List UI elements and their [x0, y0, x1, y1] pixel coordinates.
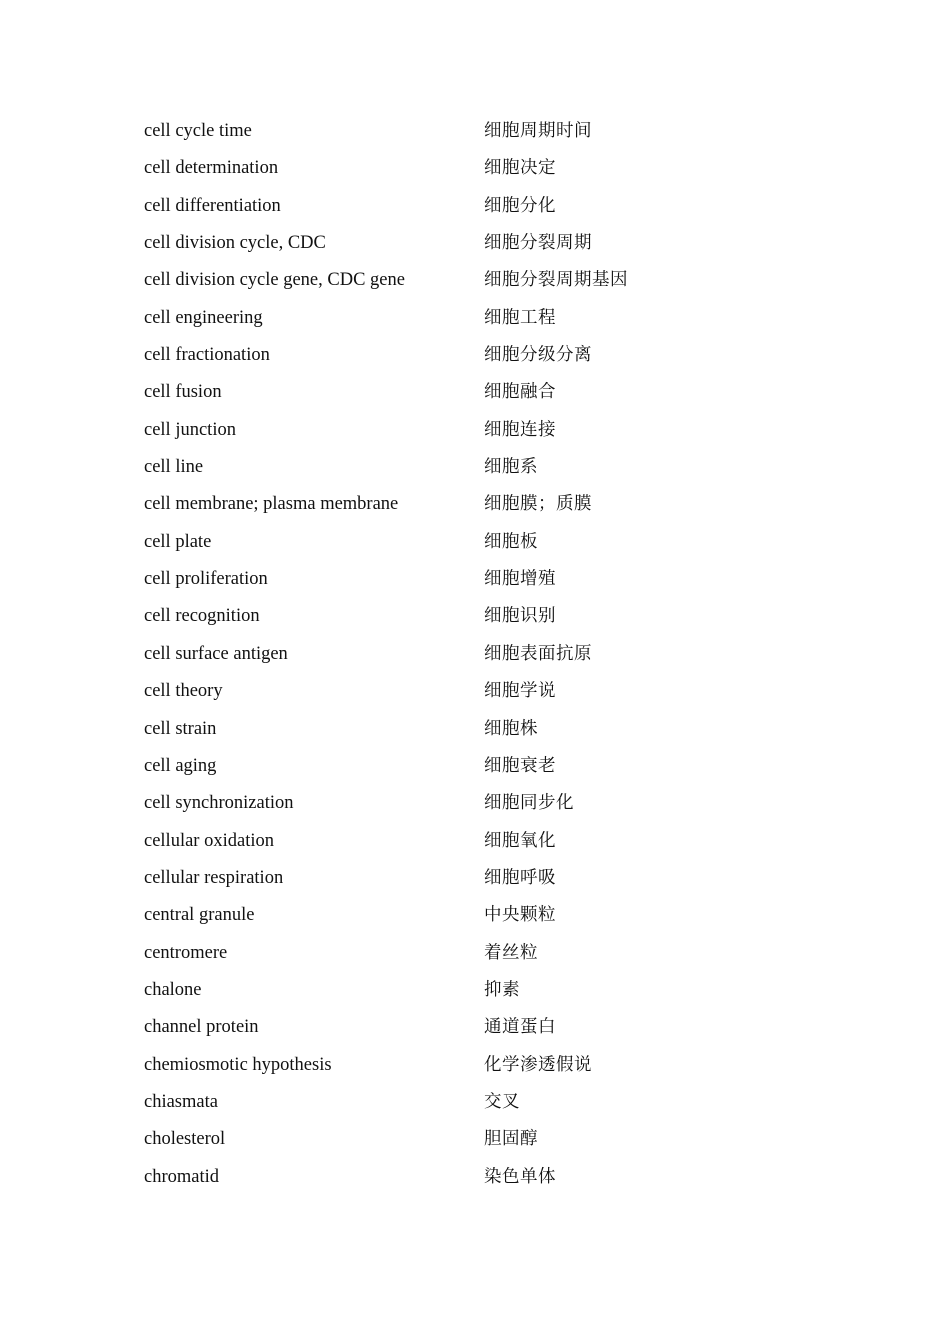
chinese-term: 细胞融合	[484, 382, 556, 403]
glossary-row	[144, 636, 844, 673]
chinese-term: 抑素	[484, 979, 520, 1000]
glossary-row	[144, 897, 844, 934]
chinese-term: 中央颗粒	[484, 905, 556, 926]
chinese-term: 细胞连接	[484, 419, 556, 440]
chinese-term: 细胞衰老	[484, 755, 556, 776]
chinese-term: 着丝粒	[484, 942, 538, 963]
glossary-row	[144, 748, 844, 785]
chinese-term: 细胞工程	[484, 307, 556, 328]
chinese-term: 交叉	[484, 1091, 520, 1112]
english-term: cell theory	[144, 681, 223, 702]
english-term: cell determination	[144, 158, 279, 179]
english-term: cholesterol	[144, 1129, 226, 1150]
chinese-term: 细胞分裂周期	[484, 233, 592, 254]
chinese-term: 通道蛋白	[484, 1017, 556, 1038]
glossary-row	[144, 1009, 844, 1046]
english-term: cell plate	[144, 531, 212, 552]
chinese-term: 细胞增殖	[484, 569, 556, 590]
glossary-row	[144, 561, 844, 598]
glossary-row	[144, 412, 844, 449]
glossary-row	[144, 711, 844, 748]
english-term: cell recognition	[144, 606, 260, 627]
english-term: chiasmata	[144, 1091, 218, 1112]
chinese-term: 细胞表面抗原	[484, 643, 592, 664]
english-term: cellular oxidation	[144, 830, 274, 851]
glossary-row	[144, 972, 844, 1009]
english-term: cell cycle time	[144, 121, 252, 141]
english-term: cell junction	[144, 419, 236, 440]
glossary-row	[144, 1159, 844, 1196]
chinese-term: 细胞分裂周期基因	[484, 270, 628, 291]
english-term: cell engineering	[144, 307, 263, 328]
english-term: cell fractionation	[144, 345, 270, 366]
glossary-row	[144, 188, 844, 225]
english-term: cell division cycle, CDC	[144, 233, 326, 254]
glossary-row	[144, 113, 844, 150]
glossary-row	[144, 860, 844, 897]
chinese-term: 细胞系	[484, 457, 538, 478]
chinese-term: 细胞分级分离	[484, 345, 592, 366]
glossary-row	[144, 300, 844, 337]
english-term: chemiosmotic hypothesis	[144, 1054, 332, 1075]
english-term: cell aging	[144, 755, 217, 776]
english-term: cell surface antigen	[144, 643, 288, 664]
chinese-term: 化学渗透假说	[484, 1054, 592, 1075]
chinese-term: 细胞株	[484, 718, 538, 739]
glossary-list	[144, 113, 844, 1196]
glossary-row	[144, 374, 844, 411]
chinese-term: 染色单体	[484, 1166, 556, 1187]
glossary-row	[144, 150, 844, 187]
chinese-term: 细胞同步化	[484, 793, 574, 814]
glossary-row	[144, 486, 844, 523]
chinese-term: 细胞识别	[484, 606, 556, 627]
glossary-row	[144, 449, 844, 486]
english-term: cell proliferation	[144, 569, 268, 590]
english-term: chalone	[144, 979, 202, 1000]
english-term: cell membrane; plasma membrane	[144, 494, 399, 515]
glossary-row	[144, 1084, 844, 1121]
glossary-row	[144, 225, 844, 262]
english-term: central granule	[144, 905, 255, 926]
english-term: cell fusion	[144, 382, 222, 403]
english-term: cell line	[144, 457, 204, 478]
glossary-row	[144, 785, 844, 822]
chinese-term: 细胞决定	[484, 158, 556, 179]
glossary-row	[144, 598, 844, 635]
english-term: cell differentiation	[144, 195, 281, 216]
chinese-term: 胆固醇	[484, 1129, 538, 1150]
glossary-row	[144, 337, 844, 374]
glossary-row	[144, 524, 844, 561]
chinese-term: 细胞板	[484, 531, 538, 552]
english-term: channel protein	[144, 1017, 259, 1038]
glossary-row	[144, 935, 844, 972]
english-term: cell synchronization	[144, 793, 294, 814]
english-term: cellular respiration	[144, 867, 284, 888]
chinese-term: 细胞分化	[484, 195, 556, 216]
english-term: centromere	[144, 942, 228, 963]
glossary-row	[144, 1121, 844, 1158]
english-term: chromatid	[144, 1166, 220, 1187]
chinese-term: 细胞学说	[484, 681, 556, 702]
english-term: cell division cycle gene, CDC gene	[144, 270, 405, 291]
glossary-row	[144, 673, 844, 710]
chinese-term: 细胞膜；质膜	[484, 494, 592, 515]
chinese-term: 细胞呼吸	[484, 867, 556, 888]
glossary-row	[144, 1047, 844, 1084]
chinese-term: 细胞周期时间	[484, 121, 592, 141]
chinese-term: 细胞氧化	[484, 830, 556, 851]
glossary-row	[144, 823, 844, 860]
glossary-row	[144, 262, 844, 299]
english-term: cell strain	[144, 718, 217, 739]
